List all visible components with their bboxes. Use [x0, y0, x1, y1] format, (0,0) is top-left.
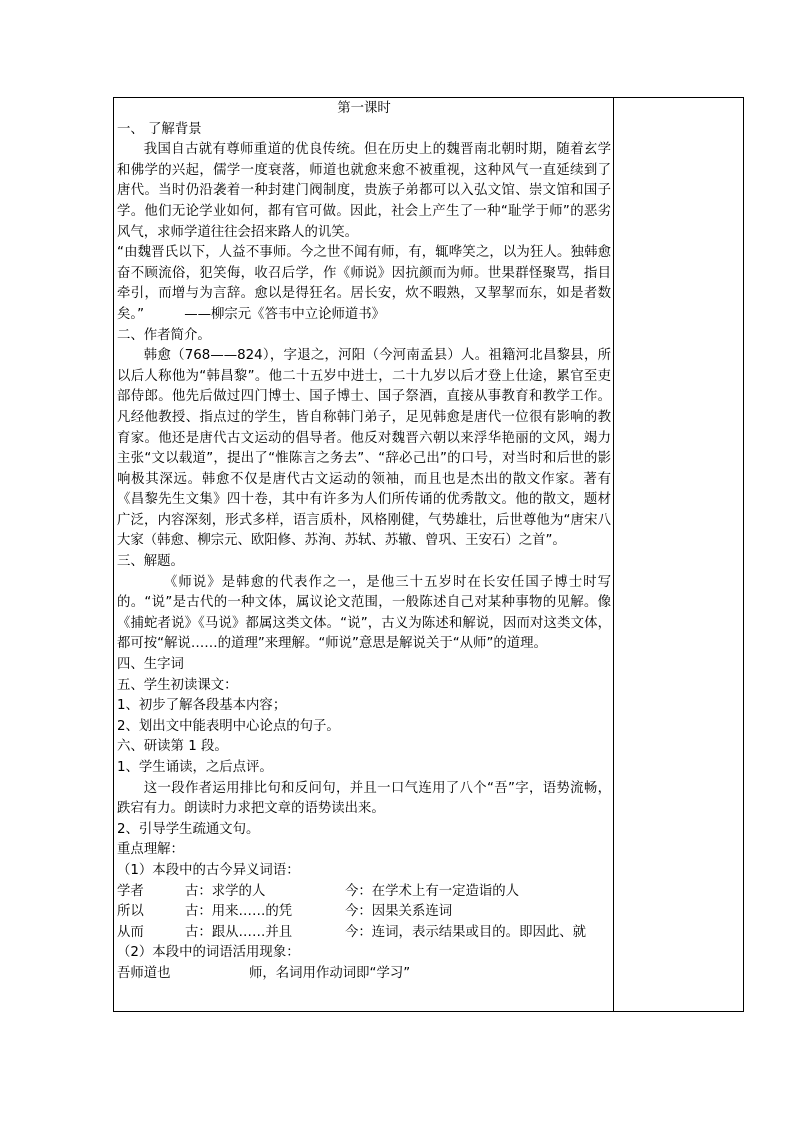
section-6-heading: 六、研读第 1 段。	[117, 739, 228, 755]
word: 学者	[117, 883, 144, 899]
modern-meaning: 今：因果关系连词	[345, 904, 453, 920]
section-1-heading: 一、 了解背景	[117, 121, 202, 137]
lesson-title: 第一课时	[337, 101, 391, 116]
modern-meaning: 今：在学术上有一定造诣的人	[345, 883, 520, 899]
ancient-meaning: 古：跟从……并且	[185, 924, 293, 940]
lesson-content	[117, 99, 611, 985]
usage-row	[117, 964, 611, 985]
ancient-meaning: 古：用来……的凭	[185, 904, 293, 920]
word-row	[117, 882, 611, 903]
word: 所以	[117, 904, 144, 920]
title-explanation-paragraph: 《师说》是韩愈的代表作之一，是他三十五岁时在长安任国子博士时写的。“说”是古代的一种文体，属议论文范围，一般陈述自己对某种事物的见解。像《捕蛇者说》《马说》都属这类文体。“说”，古义为陈述和解说，因而对这类文体，都可按“解说……的道理”来理解。“师说”意思是解说关于“从师”的道理。	[117, 574, 611, 652]
list-item: 1、初步了解各段基本内容；	[117, 698, 287, 714]
list-item: 1、学生诵读，之后点评。	[117, 760, 273, 775]
column-divider	[613, 97, 614, 1012]
word: 从而	[117, 924, 144, 940]
sub-question-1: （1）本段中的古今异义词语：	[117, 862, 300, 878]
key-points-label: 重点理解：	[117, 842, 184, 858]
usage-phrase: 吾师道也	[117, 965, 171, 981]
section-3-heading: 三、解题。	[117, 554, 184, 570]
modern-meaning: 今：连词，表示结果或目的。即因此、就	[345, 924, 587, 940]
list-item: 2、划出文中能表明中心论点的句子。	[117, 718, 340, 734]
usage-note: 师，名词用作动词即“学习”	[249, 965, 411, 981]
sub-question-2: （2）本段中的词语活用现象：	[117, 945, 300, 961]
section-5-heading: 五、学生初读课文：	[117, 677, 238, 693]
section-2-heading: 二、作者简介。	[117, 327, 211, 343]
word-row	[117, 923, 611, 944]
section-4-heading: 四、生字词	[117, 657, 184, 673]
author-intro-paragraph: 韩愈（768——824），字退之，河阳（今河南孟县）人。祖籍河北昌黎县，所以后人称他为“韩昌黎”。他二十五岁中进士，二十九岁以后才登上仕途，累官至吏部侍郎。他先后做过四门博士、国子博士、国子祭酒，直接从事教育和教学工作。凡经他教授、指点过的学生，皆自称韩门弟子，足见韩愈是唐代一位很有影响的教育家。他还是唐代古文运动的倡导者。他反对魏晋六朝以来浮华艳丽的文风，竭力主张“文以载道”，提出了“惟陈言之务去”、“辞必己出”的口号，对当时和后世的影响极其深远。韩愈不仅是唐代古文运动的领袖，而且也是杰出的散文作家。著有《昌黎先生文集》四十卷，其中有许多为人们所传诵的优秀散文。他的散文，题材广泛，内容深刻，形式多样，语言质朴，风格刚健，气势雄壮，后世尊他为“唐宋八大家（韩愈、柳宗元、欧阳修、苏洵、苏轼、苏辙、曾巩、王安石）之首”。	[117, 348, 611, 549]
background-paragraph: 我国自古就有尊师重道的优良传统。但在历史上的魏晋南北朝时期，随着玄学和佛学的兴起，儒学一度衰落，师道也就愈来愈不被重视，这种风气一直延续到了唐代。当时仍沿袭着一种封建门阀制度，贵族子弟都可以入弘文馆、崇文馆和国子学。他们无论学业如何，都有官可做。因此，社会上产生了一种“耻学于师”的恶劣风气，求师学道往往会招来路人的讥笑。	[117, 142, 611, 240]
ancient-meaning: 古：求学的人	[185, 883, 266, 899]
word-row	[117, 902, 611, 923]
reading-comment-paragraph: 这一段作者运用排比句和反问句，并且一口气连用了八个“吾”字，语势流畅，跌宕有力。朗读时力求把文章的语势读出来。	[117, 780, 611, 817]
list-item: 2、引导学生疏通文句。	[117, 821, 260, 837]
liu-zongyuan-quote: “由魏晋氏以下，人益不事师。今之世不闻有师，有，辄哗笑之，以为狂人。独韩愈奋不顾流俗，犯笑侮，收召后学，作《师说》因抗颜而为师。世果群怪聚骂，指目牵引，而增与为言辞。愈以是得狂名。居长安，炊不暇熟，又挈挈而东，如是者数矣。” ——柳宗元《答韦中立论师道书》	[117, 245, 611, 322]
